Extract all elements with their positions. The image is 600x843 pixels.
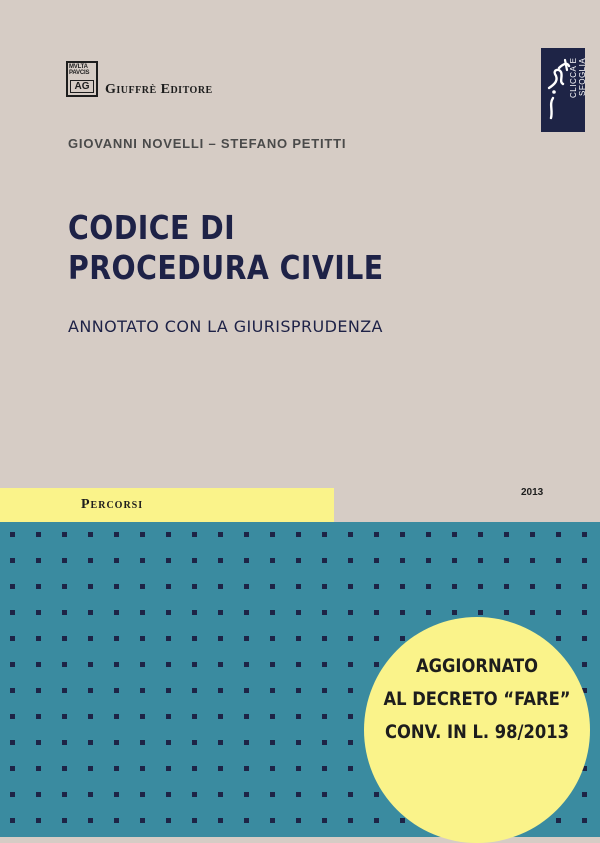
publisher-logo-initials: AG — [70, 80, 94, 93]
publisher-logo-motto: MVLTA PAVCIS — [69, 64, 90, 76]
publisher-name: Giuffrè Editore — [105, 82, 213, 97]
badge-caption: CLICCA E SFOGLIA — [569, 58, 587, 99]
publisher-logo — [66, 61, 98, 97]
series-band — [0, 488, 334, 522]
authors: GIOVANNI NOVELLI – STEFANO PETITTI — [68, 136, 347, 151]
title-line-1: CODICE DI — [68, 208, 236, 247]
book-subtitle: ANNOTATO CON LA GIURISPRUDENZA — [68, 317, 383, 336]
series-name: Percorsi — [81, 497, 144, 512]
sticker-line-3: CONV. IN L. 98/2013 — [385, 721, 569, 743]
edition-year: 2013 — [521, 487, 544, 498]
sticker-text — [380, 650, 574, 749]
book-title — [68, 208, 384, 288]
title-line-2: PROCEDURA CIVILE — [68, 248, 384, 287]
sticker-line-2: AL DECRETO “FARE” — [383, 688, 571, 710]
clicca-sfoglia-badge[interactable] — [541, 48, 585, 132]
sticker-line-1: AGGIORNATO — [415, 655, 539, 677]
